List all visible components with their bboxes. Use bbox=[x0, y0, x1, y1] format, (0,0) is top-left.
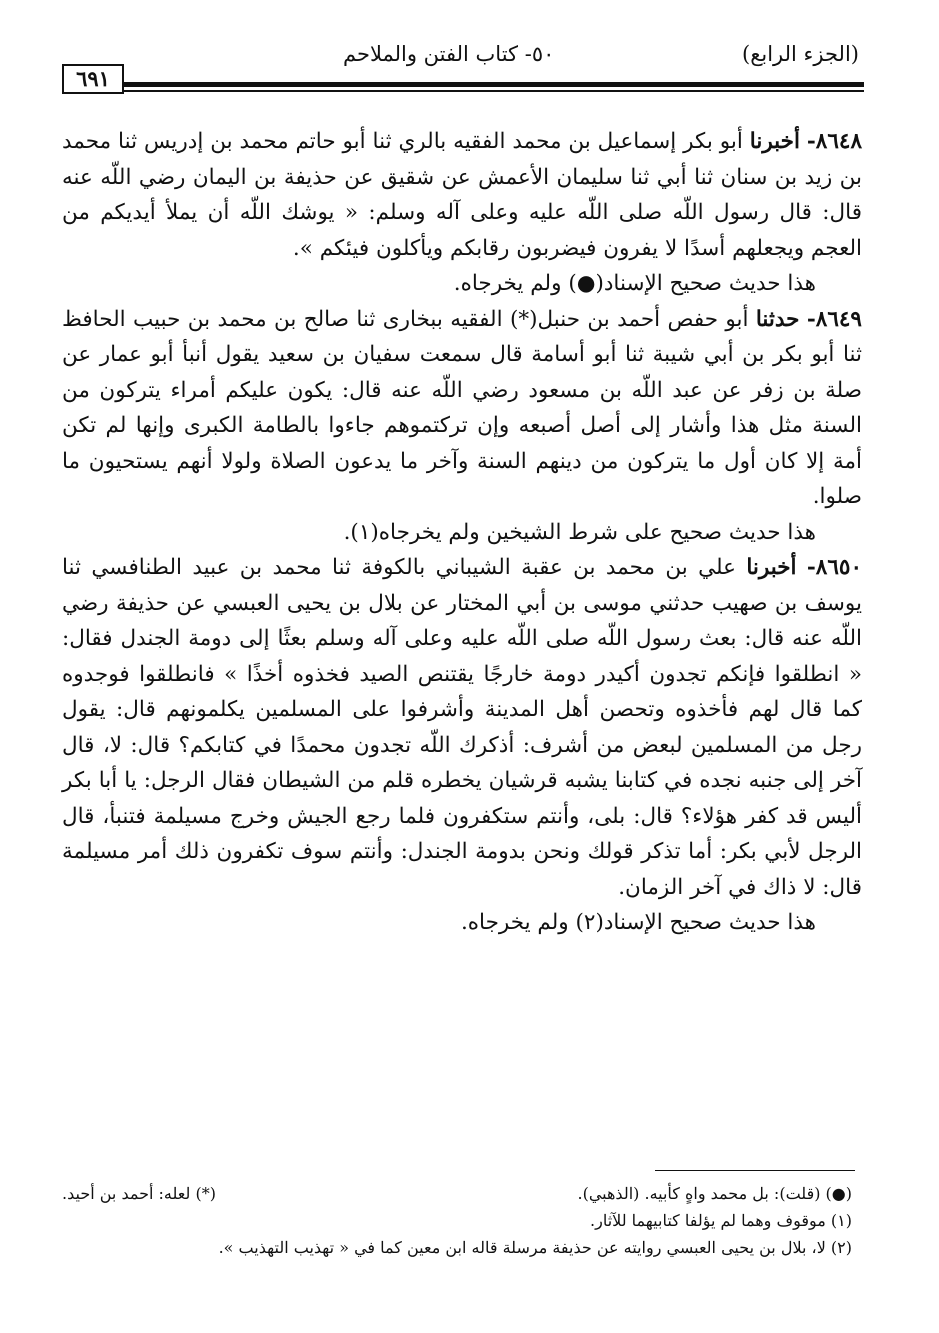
verdict-8648: هذا حديث صحيح الإسناد(●) ولم يخرجاه. bbox=[453, 271, 816, 296]
header-rule-thin bbox=[124, 90, 864, 92]
hadith-number: ٨٦٥٠- bbox=[806, 555, 862, 580]
verdict-8649: هذا حديث صحيح على شرط الشيخين ولم يخرجاه(١). bbox=[343, 519, 816, 545]
narration-keyword: أخبرنا bbox=[746, 555, 797, 580]
footnote-2: (٢) لا، بلال بن يحيى العبسي روايته عن حذيفة مرسلة قاله ابن معين كما في « تهذيب التهذيب ». bbox=[218, 1238, 852, 1257]
hadith-8650 bbox=[62, 550, 862, 905]
verdict-8650: هذا حديث صحيح الإسناد(٢) ولم يخرجاه. bbox=[460, 910, 816, 935]
hadith-text: أبو بكر إسماعيل بن محمد الفقيه بالري ثنا أبو حاتم محمد بن إدريس ثنا محمد بن زيد بن سنان ثنا أبي ثنا سليمان الأعمش عن شقيق عن حذيفة بن اليمان رضي اللّه عنه قال: قال رسول اللّه صلى اللّه عليه وعلى آله وسلم: « يوشك اللّه أن يملأ أيديكم من العجم ويجعلهم أسدًا لا يفرون فيضربون رقابكم ويأكلون فيئكم ». bbox=[62, 129, 862, 261]
page-number: ٦٩١ bbox=[62, 64, 124, 94]
footnotes bbox=[62, 1180, 852, 1261]
hadith-number: ٨٦٤٨- bbox=[806, 129, 862, 154]
chapter-title: ٥٠- كتاب الفتن والملاحم bbox=[343, 42, 555, 66]
hadith-text: أبو حفص أحمد بن حنبل(*) الفقيه ببخارى ثنا صالح بن محمد بن حبيب الحافظ ثنا أبو بكر بن أبي شيبة ثنا أبو أسامة قال سمعت سفيان بن سعيد يقول أنبأ أبو عمار عن صلة بن زفر عن عبد اللّه بن مسعود رضي اللّه عنه قال: يكون عليكم أمراء يتركون من السنة مثل هذا وأشار إلى أصل أصبعه وإن تركتموهم جاءوا بالطامة الكبرى وإنها لم تكن أمة إلا كان أول ما يتركون من دينهم السنة وآخر ما يدعون الصلاة ولولا أنهم يستحيون ما صلوا. bbox=[62, 306, 862, 509]
narration-keyword: حدثنا bbox=[755, 306, 800, 332]
footnote-circle: (●) (قلت): بل محمد واهٍ كأبيه. (الذهبي). bbox=[577, 1184, 852, 1203]
hadith-8648 bbox=[62, 124, 862, 266]
footnote-star: (*) لعله: أحمد بن أحيد. bbox=[62, 1184, 216, 1203]
main-text bbox=[62, 124, 862, 941]
footnote-row bbox=[62, 1180, 852, 1207]
header-rule-thick bbox=[124, 82, 864, 87]
hadith-text: علي بن محمد بن عقبة الشيباني بالكوفة ثنا محمد بن عبيد الطنافسي ثنا يوسف بن صهيب حدثني موسى بن أبي المختار عن بلال بن يحيى العبسي عن حذيفة رضي اللّه عنه قال: بعث رسول اللّه صلى اللّه عليه وعلى آله وسلم بعثًا إلى دومة الجندل فقال: « انطلقوا فإنكم تجدون أكيدر دومة خارجًا يقتنص الصيد فخذوه أخذًا » فانطلقوا فوجدوه كما قال لهم فأخذوه وتحصن أهل المدينة وأشرفوا على المسلمين يكلمونهم قال: يقول رجل من المسلمين لبعض من أشرف: أذكرك اللّه تجدون محمدًا في كتابكم؟ قال: لا، قال آخر إلى جنبه نجده في كتابنا يشبه قرشيان يخطره قلم من الشيطان فقال الرجل: يا أبا بكر أليس قد كفر هؤلاء؟ قال: بلى، وأنتم ستكفرون فلما رجع الجيش وخرج مسيلمة فتنبأ، قال الرجل لأبي بكر: أما تذكر قولك ونحن بدومة الجندل: وأنتم سوف تكفرون ذلك أمر مسيلمة قال: لا ذاك في آخر الزمان. bbox=[62, 555, 862, 900]
footnote-divider bbox=[655, 1170, 855, 1171]
hadith-8649 bbox=[62, 302, 862, 515]
hadith-number: ٨٦٤٩- bbox=[806, 306, 862, 332]
narration-keyword: أخبرنا bbox=[749, 129, 800, 154]
footnote-1: (١) موقوف وهما لم يؤلفا كتابيهما للآثار. bbox=[590, 1211, 852, 1230]
volume-label: (الجزء الرابع) bbox=[742, 42, 859, 66]
